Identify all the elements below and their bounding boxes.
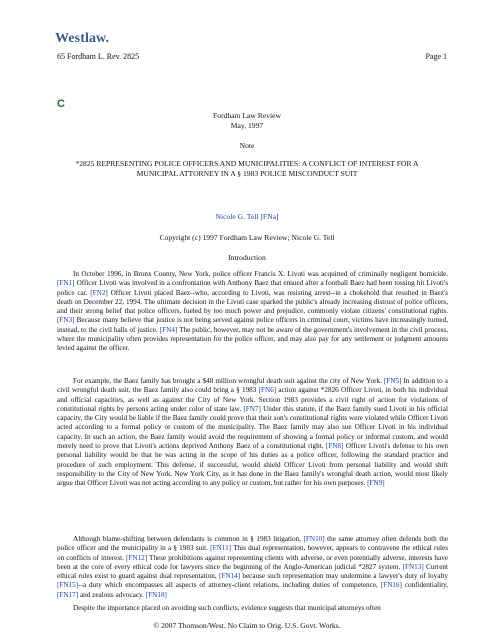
author-link[interactable]: Nicole G. Tell [FNa] — [215, 212, 279, 221]
paragraph-4 — [57, 604, 448, 613]
text-run: action against *2826 Officer Livoti, in both his individual and official capacities, as well as against the City of New York. Section 1983 provides a civil right of action for violations of constitutional rights by persons acting under color of state law. — [57, 386, 449, 413]
westlaw-logo: Westlaw. — [55, 31, 110, 46]
text-run: Officer Livoti was involved in a confrontation with Anthony Baez that ensued after a football Baez had been tossing hit Livoti's police car. — [57, 279, 448, 297]
text-run: Officer Livoti placed Baez--who, according to Livoti, was resisting arrest--in a chokehold that resulted in Baez's death on December 22, 1994. The ultimate decision in the Livoti case sparked the public's already increasing distrust of police officers, and their strong belief that police officers, fueled by too much power and prejudice, commonly violate citizens' constitutional rights. — [57, 288, 448, 316]
footnote-link[interactable]: [FN5] — [383, 377, 402, 385]
footnote-link[interactable]: [FN6] — [258, 386, 277, 395]
text-run: the same attorney often defends both the police officer and the municipality in a § 1983 suit. — [57, 535, 449, 553]
footnote-link[interactable]: [FN1] — [57, 279, 75, 288]
text-run: Current ethical rules exist to guard against dual representation, — [57, 562, 448, 581]
issue-date: May, 1997 — [230, 121, 264, 130]
text-run: because such representation may undermine a lawyer's duty of loyalty — [240, 572, 448, 581]
footnote-link[interactable]: [FN16] — [380, 581, 402, 590]
footnote-link[interactable]: [FN8] — [325, 442, 344, 451]
footnote-link[interactable]: [FN18] — [145, 590, 167, 599]
footnote-link[interactable]: [FN4] — [159, 325, 178, 334]
text-run: Although blame-shifting between defendants is common in § 1983 litigation, — [73, 535, 304, 543]
article-title — [40, 159, 454, 178]
citation: 65 Fordham L. Rev. 2825 — [57, 52, 140, 61]
text-run: Because many believe that justice is not being served against police officers in criminal court, victims have increasingly turned, instead, to the civil halls of justice. — [57, 316, 448, 334]
text-run: and zealous advocacy. — [78, 590, 146, 599]
footnote-link[interactable]: [FN7] — [243, 404, 261, 413]
footnote-link[interactable]: [FN9] — [367, 479, 385, 488]
section-label: Note — [239, 141, 255, 150]
keycite-flag-icon[interactable]: C — [57, 98, 65, 110]
footnote-link[interactable]: [FN13] — [402, 562, 424, 571]
paragraph-2 — [57, 377, 448, 489]
footnote-link[interactable]: [FN15] — [57, 581, 79, 590]
text-run: Despite the importance placed on avoiding such conflicts, evidence suggests that municipal attorneys often — [73, 604, 381, 612]
text-run: In October 1996, in Bronx County, New York, police officer Francis X. Livoti was acquitted of criminally negligent homicide. — [73, 270, 448, 278]
paragraph-3 — [57, 535, 448, 600]
footnote-link[interactable]: [FN2] — [90, 288, 108, 297]
text-run: confidentiality, — [401, 581, 448, 590]
footnote-link[interactable]: [FN14] — [218, 572, 241, 581]
copyright-line: Copyright (c) 1997 Fordham Law Review; Nicole G. Tell — [159, 233, 335, 242]
page-number: Page 1 — [425, 52, 447, 61]
text-run: Officer Livoti's defense to his own personal liability would be that he was acting in the scope of his duties as a police officer, following the standard practice and procedure of such employment. This defense, if successful, would shield Officer Livoti from personal liability and would shift responsibility to the City of New York. New York City, as it has done in the Baez family's wrongful death action, would most likely argue that Officer Livoti was not acting according to any policy or custom, but rather for his own purposes. — [57, 442, 448, 488]
section-heading: Introduction — [228, 253, 266, 262]
footnote-link[interactable]: [FN11] — [210, 544, 232, 553]
footnote-link[interactable]: [FN17] — [57, 590, 79, 599]
text-run: In addition to a civil wrongful death suit, the Baez family also could bring a § 1983 — [57, 377, 448, 395]
copyright-footer: © 2007 Thomson/West. No Claim to Orig. U.S. Govt. Works. — [153, 621, 341, 630]
paragraph-1 — [57, 270, 448, 354]
article-title-line-2: MUNICIPAL ATTORNEY IN A § 1983 POLICE MISCONDUCT SUIT — [136, 168, 358, 178]
text-run: Under this statute, if the Baez family sued Livoti in his official capacity, the City would be liable if the Baez family could prove that their son's constitutional rights were violated while Officer Livoti acted according to a formal policy or custom of the municipality. The Baez family may also sue Officer Livoti in his individual capacity. In such an action, the Baez family would avoid the requirement of showing a formal policy or informal custom, and would merely need to prove that Livoti's actions deprived Anthony Baez of a constitutional right. — [57, 404, 448, 451]
footnote-link[interactable]: [FN12] — [125, 553, 148, 562]
text-run: This dual representation, however, appears to contravene the ethical rules on conflicts of interest. — [57, 544, 448, 562]
text-run: For example, the Baez family has brought a $48 million wrongful death suit against the city of New York. — [73, 377, 384, 385]
footnote-link[interactable]: [FN3] — [57, 316, 75, 325]
text-run: These prohibitions against representing clients with adverse, or even potentially adverse, interests have been at the core of every ethical code for lawyers since the beginning of the Anglo-American judicial *2827 system. — [57, 553, 448, 571]
journal-name: Fordham Law Review — [213, 111, 281, 120]
footnote-link[interactable]: [FN10] — [303, 535, 325, 543]
text-run: The public, however, may not be aware of the government's involvement in the civil process, where the municipality often provides representation for the police officer, and may also pay for any settlement or judgment amounts levied against the officer. — [57, 325, 448, 353]
text-run: --a duty which encompasses all aspects of attorney-client relations, including duties of competence, — [78, 581, 381, 590]
article-title-line-1: *2825 REPRESENTING POLICE OFFICERS AND MUNICIPALITIES: A CONFLICT OF INTEREST FOR A — [75, 159, 419, 168]
